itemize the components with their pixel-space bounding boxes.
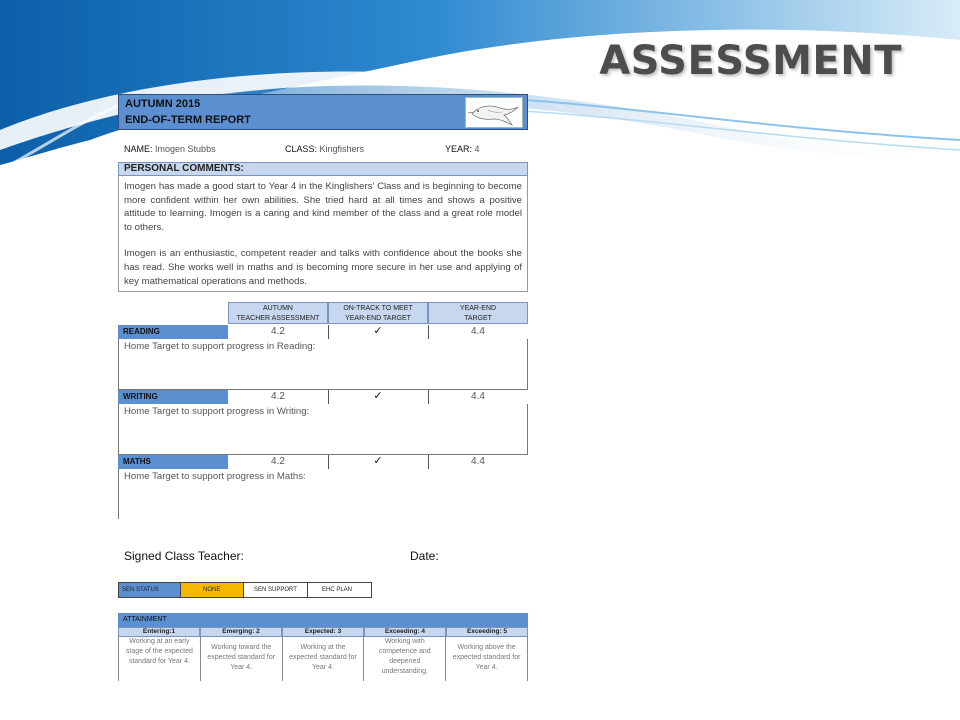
maths-target: 4.4 <box>471 456 485 467</box>
comment-paragraph-2: Imogen is an enthusiastic, competent reader and talks with confidence about the books she has read. She works well in maths and is becoming more secure in her use and applying of key mathematical operations and methods. <box>124 248 522 287</box>
kingfisher-icon <box>466 98 522 127</box>
name-label: NAME: <box>124 144 153 154</box>
writing-home-target-box <box>118 404 528 455</box>
subject-label-reading: READING <box>118 325 228 339</box>
attainment-description: Working at the expected standard for Year 4. <box>283 637 365 681</box>
maths-home-target-label: Home Target to support progress in Maths: <box>124 471 306 482</box>
writing-home-target-label: Home Target to support progress in Writing: <box>124 406 310 417</box>
column-header-line: TARGET <box>464 315 492 322</box>
year-value: 4 <box>474 144 480 154</box>
column-header-teacher-assessment <box>228 302 328 324</box>
divider <box>328 390 329 404</box>
maths-on-track-check-icon: ✓ <box>373 455 383 467</box>
column-header-line: ON-TRACK TO MEET <box>343 305 413 312</box>
reading-assessment: 4.2 <box>271 326 285 337</box>
name-value: Imogen Stubbs <box>155 144 216 154</box>
column-header-line: YEAR-END <box>459 305 497 312</box>
writing-target: 4.4 <box>471 391 485 402</box>
attainment-column-header: Expected: 3 <box>282 627 364 637</box>
column-header-line: AUTUMN <box>263 305 293 312</box>
kingfisher-logo <box>465 97 523 128</box>
personal-comments-box <box>118 176 528 292</box>
attainment-description: Working toward the expected standard for Year 4. <box>201 637 283 681</box>
reading-target: 4.4 <box>471 326 485 337</box>
sen-status-bar <box>118 582 372 598</box>
column-header-line: TEACHER ASSESSMENT <box>236 315 320 322</box>
reading-home-target-box <box>118 339 528 390</box>
attainment-description: Working with competence and deepened understanding. <box>364 637 446 681</box>
report-term: AUTUMN 2015 <box>125 98 201 110</box>
personal-comments-heading: PERSONAL COMMENTS: <box>118 162 528 176</box>
signed-class-teacher-label: Signed Class Teacher: <box>124 549 244 563</box>
maths-home-target-box <box>118 469 528 519</box>
attainment-column-header: Emerging: 2 <box>200 627 282 637</box>
divider <box>328 325 329 339</box>
report-header <box>118 94 528 130</box>
column-header-year-end-target <box>428 302 528 324</box>
slide-title: ASSESSMENT <box>599 38 902 84</box>
divider <box>428 325 429 339</box>
sen-none-option: NONE <box>181 583 244 597</box>
column-header-line: YEAR-END TARGET <box>345 315 411 322</box>
attainment-key <box>118 613 528 681</box>
divider <box>428 455 429 469</box>
ehc-plan-option: EHC PLAN <box>308 583 371 597</box>
attainment-descriptions <box>118 637 528 681</box>
comment-paragraph-1: Imogen has made a good start to Year 4 in the Kinglishers’ Class and is beginning to become more confident within her own abilities. She tried hard at all times and shows a positive attitude to learning. Imogen is a caring and kind member of the class and a great role model to others. <box>124 181 522 233</box>
attainment-column-header: Entering:1 <box>118 627 200 637</box>
maths-assessment: 4.2 <box>271 456 285 467</box>
sen-support-option: SEN SUPPORT <box>244 583 308 597</box>
report-title: END-OF-TERM REPORT <box>125 114 251 126</box>
class-label: CLASS: <box>285 144 318 154</box>
subject-label-writing: WRITING <box>118 390 228 404</box>
year-label: YEAR: <box>445 144 473 154</box>
class-value: Kingfishers <box>319 144 365 154</box>
divider <box>328 455 329 469</box>
writing-on-track-check-icon: ✓ <box>373 390 383 402</box>
divider <box>428 390 429 404</box>
subject-label-maths: MATHS <box>118 455 228 469</box>
reading-home-target-label: Home Target to support progress in Reading: <box>124 341 316 352</box>
column-header-on-track <box>328 302 428 324</box>
date-label: Date: <box>410 549 439 563</box>
attainment-column-header: Exceeding: 5 <box>446 627 528 637</box>
writing-assessment: 4.2 <box>271 391 285 402</box>
end-of-term-report <box>118 94 528 482</box>
attainment-description: Working above the expected standard for Year 4. <box>446 637 528 681</box>
attainment-column-header: Exceeding: 4 <box>364 627 446 637</box>
attainment-columns <box>118 627 528 637</box>
attainment-heading: ATTAINMENT <box>118 613 528 627</box>
attainment-description: Working at an early stage of the expected standard for Year 4. <box>118 637 201 681</box>
reading-on-track-check-icon: ✓ <box>373 325 383 337</box>
sen-status-label: SEN STATUS <box>119 583 181 597</box>
